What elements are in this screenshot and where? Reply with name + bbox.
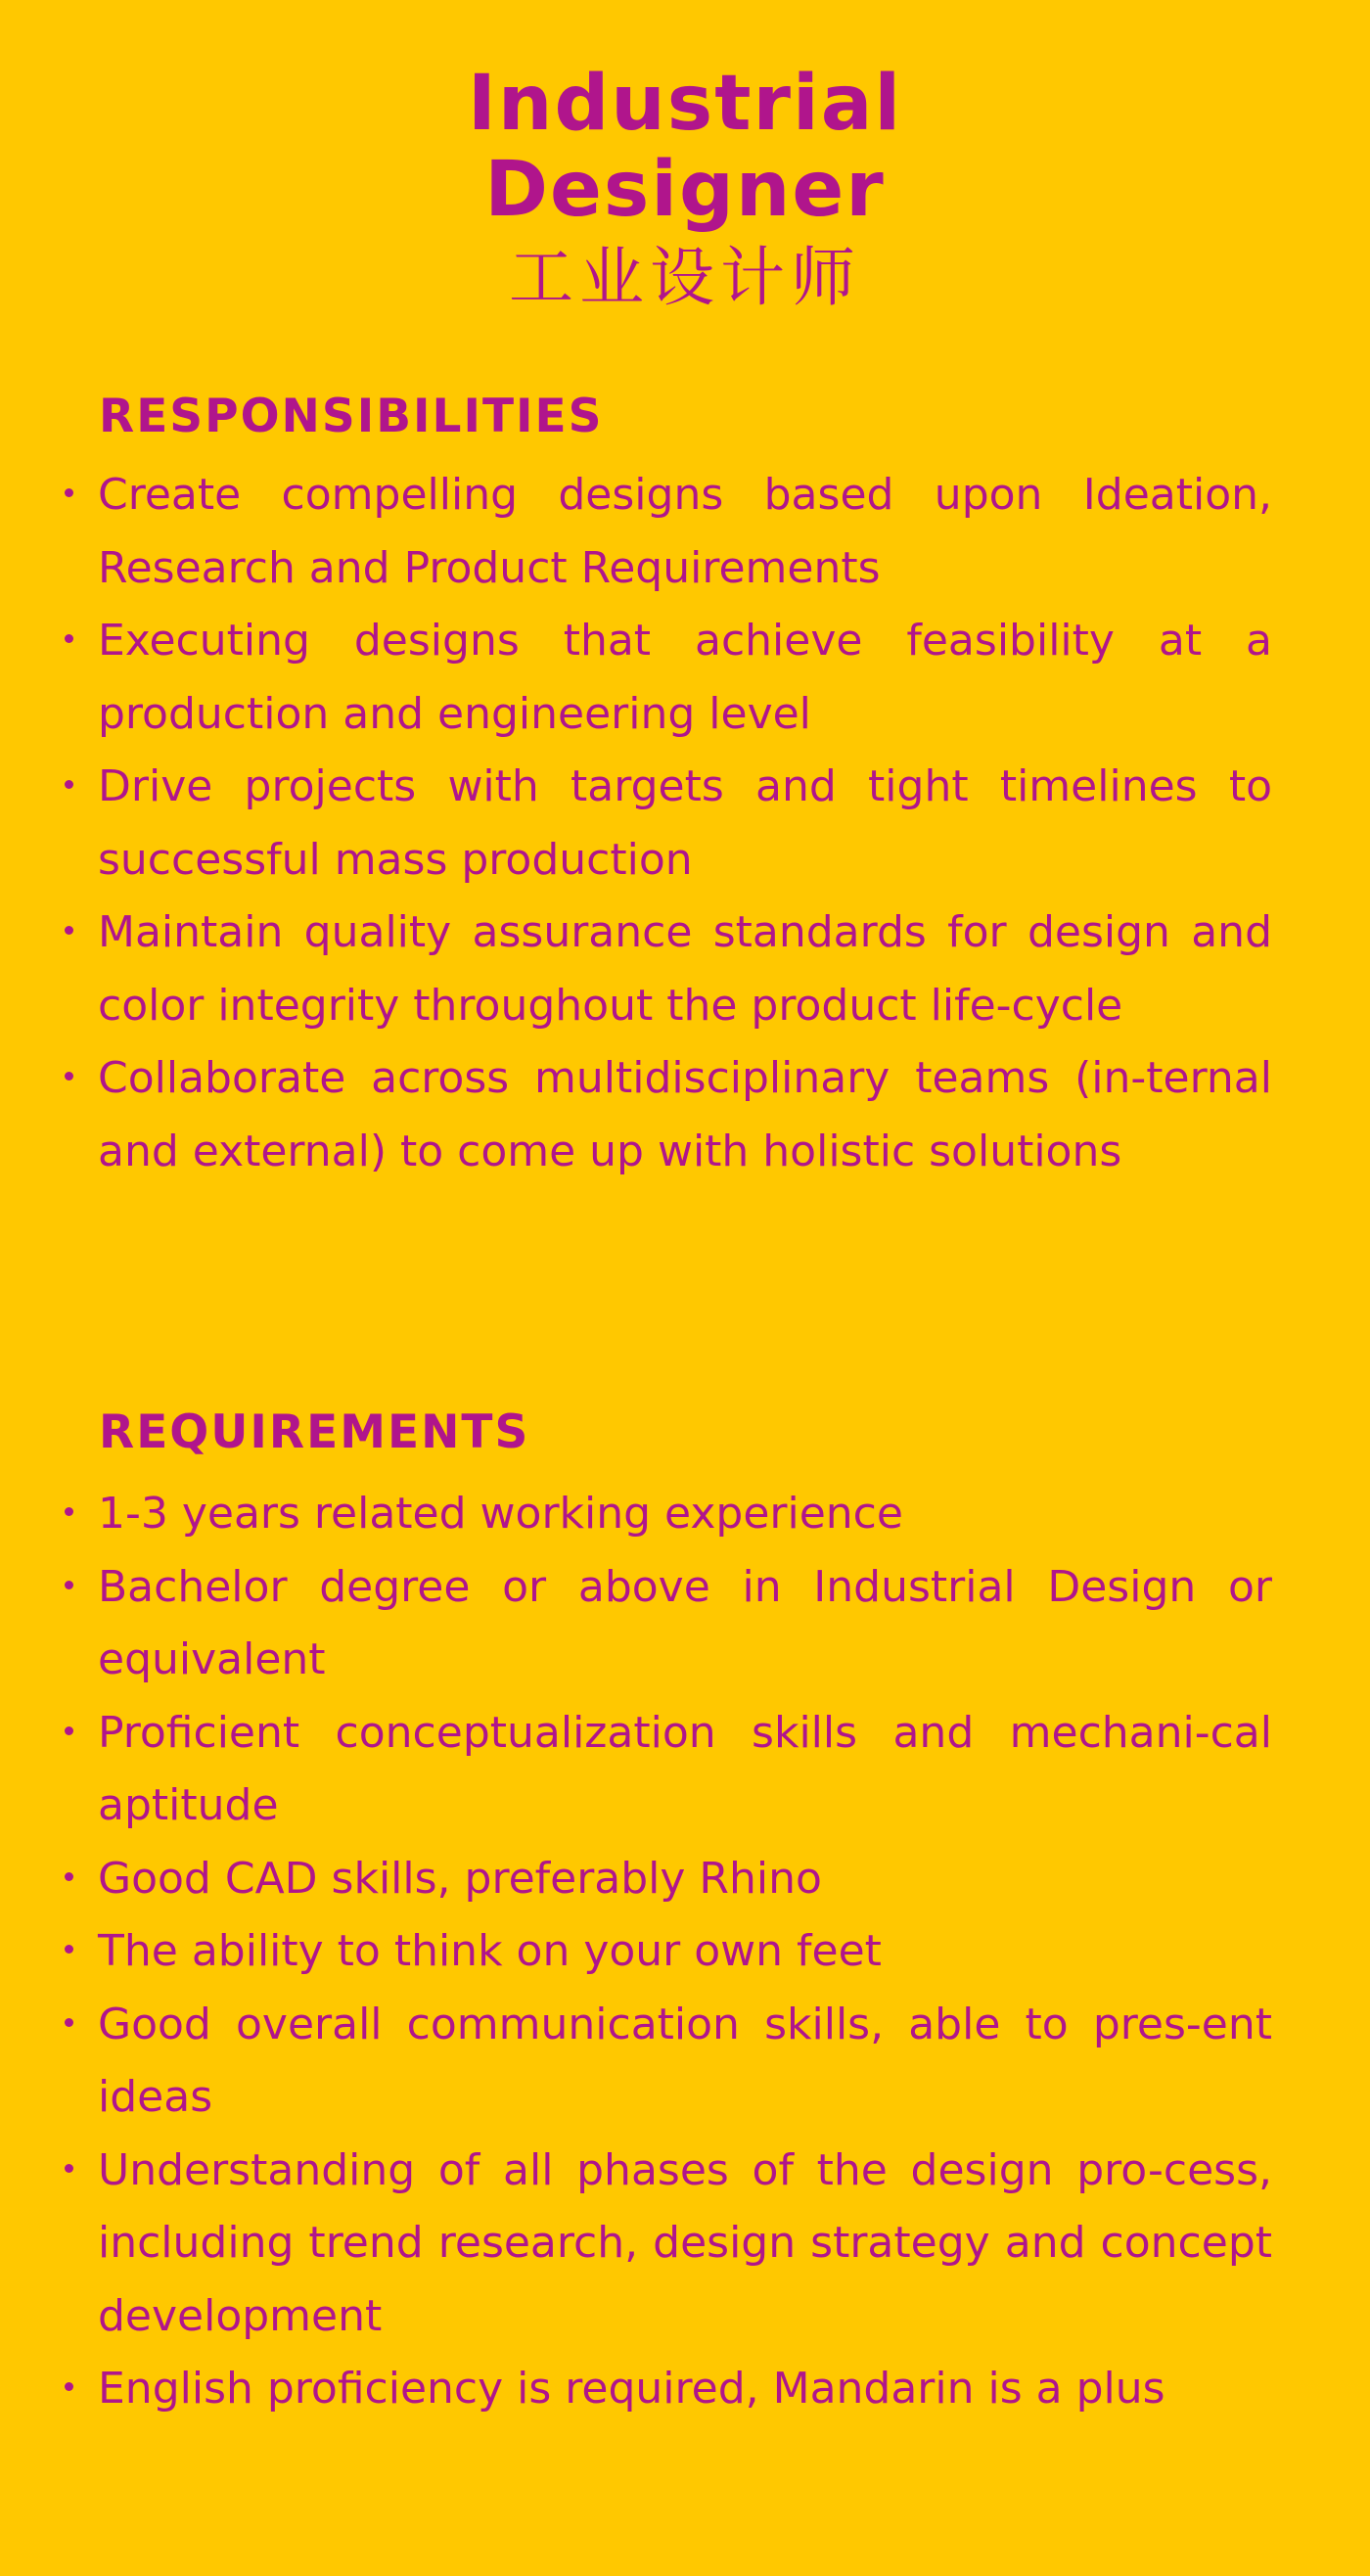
job-title-line-2: Designer (484, 146, 886, 234)
list-item (0, 2353, 1370, 2426)
list-item-text: Proficient conceptualization skills and mechani-cal aptitude (98, 1707, 1272, 1830)
list-item-text: Drive projects with targets and tight timelines to successful mass production (98, 761, 1272, 885)
list-item (0, 1915, 1370, 1989)
job-title-line-1: Industrial (467, 60, 903, 148)
bullet-icon (65, 2164, 73, 2173)
list-item-text: Executing designs that achieve feasibility at a production and engineering level (98, 616, 1272, 739)
bullet-icon (65, 2382, 73, 2391)
bullet-icon (65, 926, 73, 935)
requirements-heading: REQUIREMENTS (99, 1405, 530, 1459)
bullet-icon (65, 1872, 73, 1881)
responsibilities-heading: RESPONSIBILITIES (99, 390, 604, 443)
list-item (0, 605, 1370, 751)
list-item-text: The ability to think on your own feet (98, 1926, 882, 1976)
list-item-text: 1-3 years related working experience (98, 1489, 903, 1539)
list-item-text: Collaborate across multidisciplinary teams (in-ternal and external) to come up with holistic solutions (98, 1053, 1272, 1176)
bullet-icon (65, 780, 73, 789)
list-item-text: Good CAD skills, preferably Rhino (98, 1853, 822, 1904)
bullet-icon (65, 1726, 73, 1735)
list-item (0, 1478, 1370, 1551)
list-item (0, 751, 1370, 897)
job-title-chinese: 工业设计师 (509, 240, 861, 315)
bullet-icon (65, 488, 73, 497)
responsibilities-list (0, 459, 1370, 1188)
list-item-text: Maintain quality assurance standards for design and color integrity throughout the product life-cycle (98, 907, 1272, 1031)
list-item (0, 897, 1370, 1042)
list-item-text: Good overall communication skills, able to pres-ent ideas (98, 1999, 1272, 2122)
list-item (0, 2135, 1370, 2354)
list-item-text: Understanding of all phases of the design pro-cess, including trend research, design strategy and concept development (98, 2144, 1272, 2341)
job-title (0, 61, 1370, 323)
list-item (0, 1551, 1370, 1697)
bullet-icon (65, 1507, 73, 1516)
bullet-icon (65, 1072, 73, 1081)
bullet-icon (65, 1581, 73, 1589)
list-item-text: English proficiency is required, Mandarin is a plus (98, 2364, 1165, 2414)
list-item (0, 459, 1370, 605)
requirements-list (0, 1478, 1370, 2426)
bullet-icon (65, 634, 73, 643)
list-item-text: Create compelling designs based upon Ideation, Research and Product Requirements (98, 470, 1272, 593)
list-item-text: Bachelor degree or above in Industrial Design or equivalent (98, 1561, 1272, 1684)
bullet-icon (65, 2018, 73, 2027)
list-item (0, 1843, 1370, 1916)
list-item (0, 1989, 1370, 2135)
bullet-icon (65, 1945, 73, 1954)
list-item (0, 1697, 1370, 1843)
list-item (0, 1042, 1370, 1188)
